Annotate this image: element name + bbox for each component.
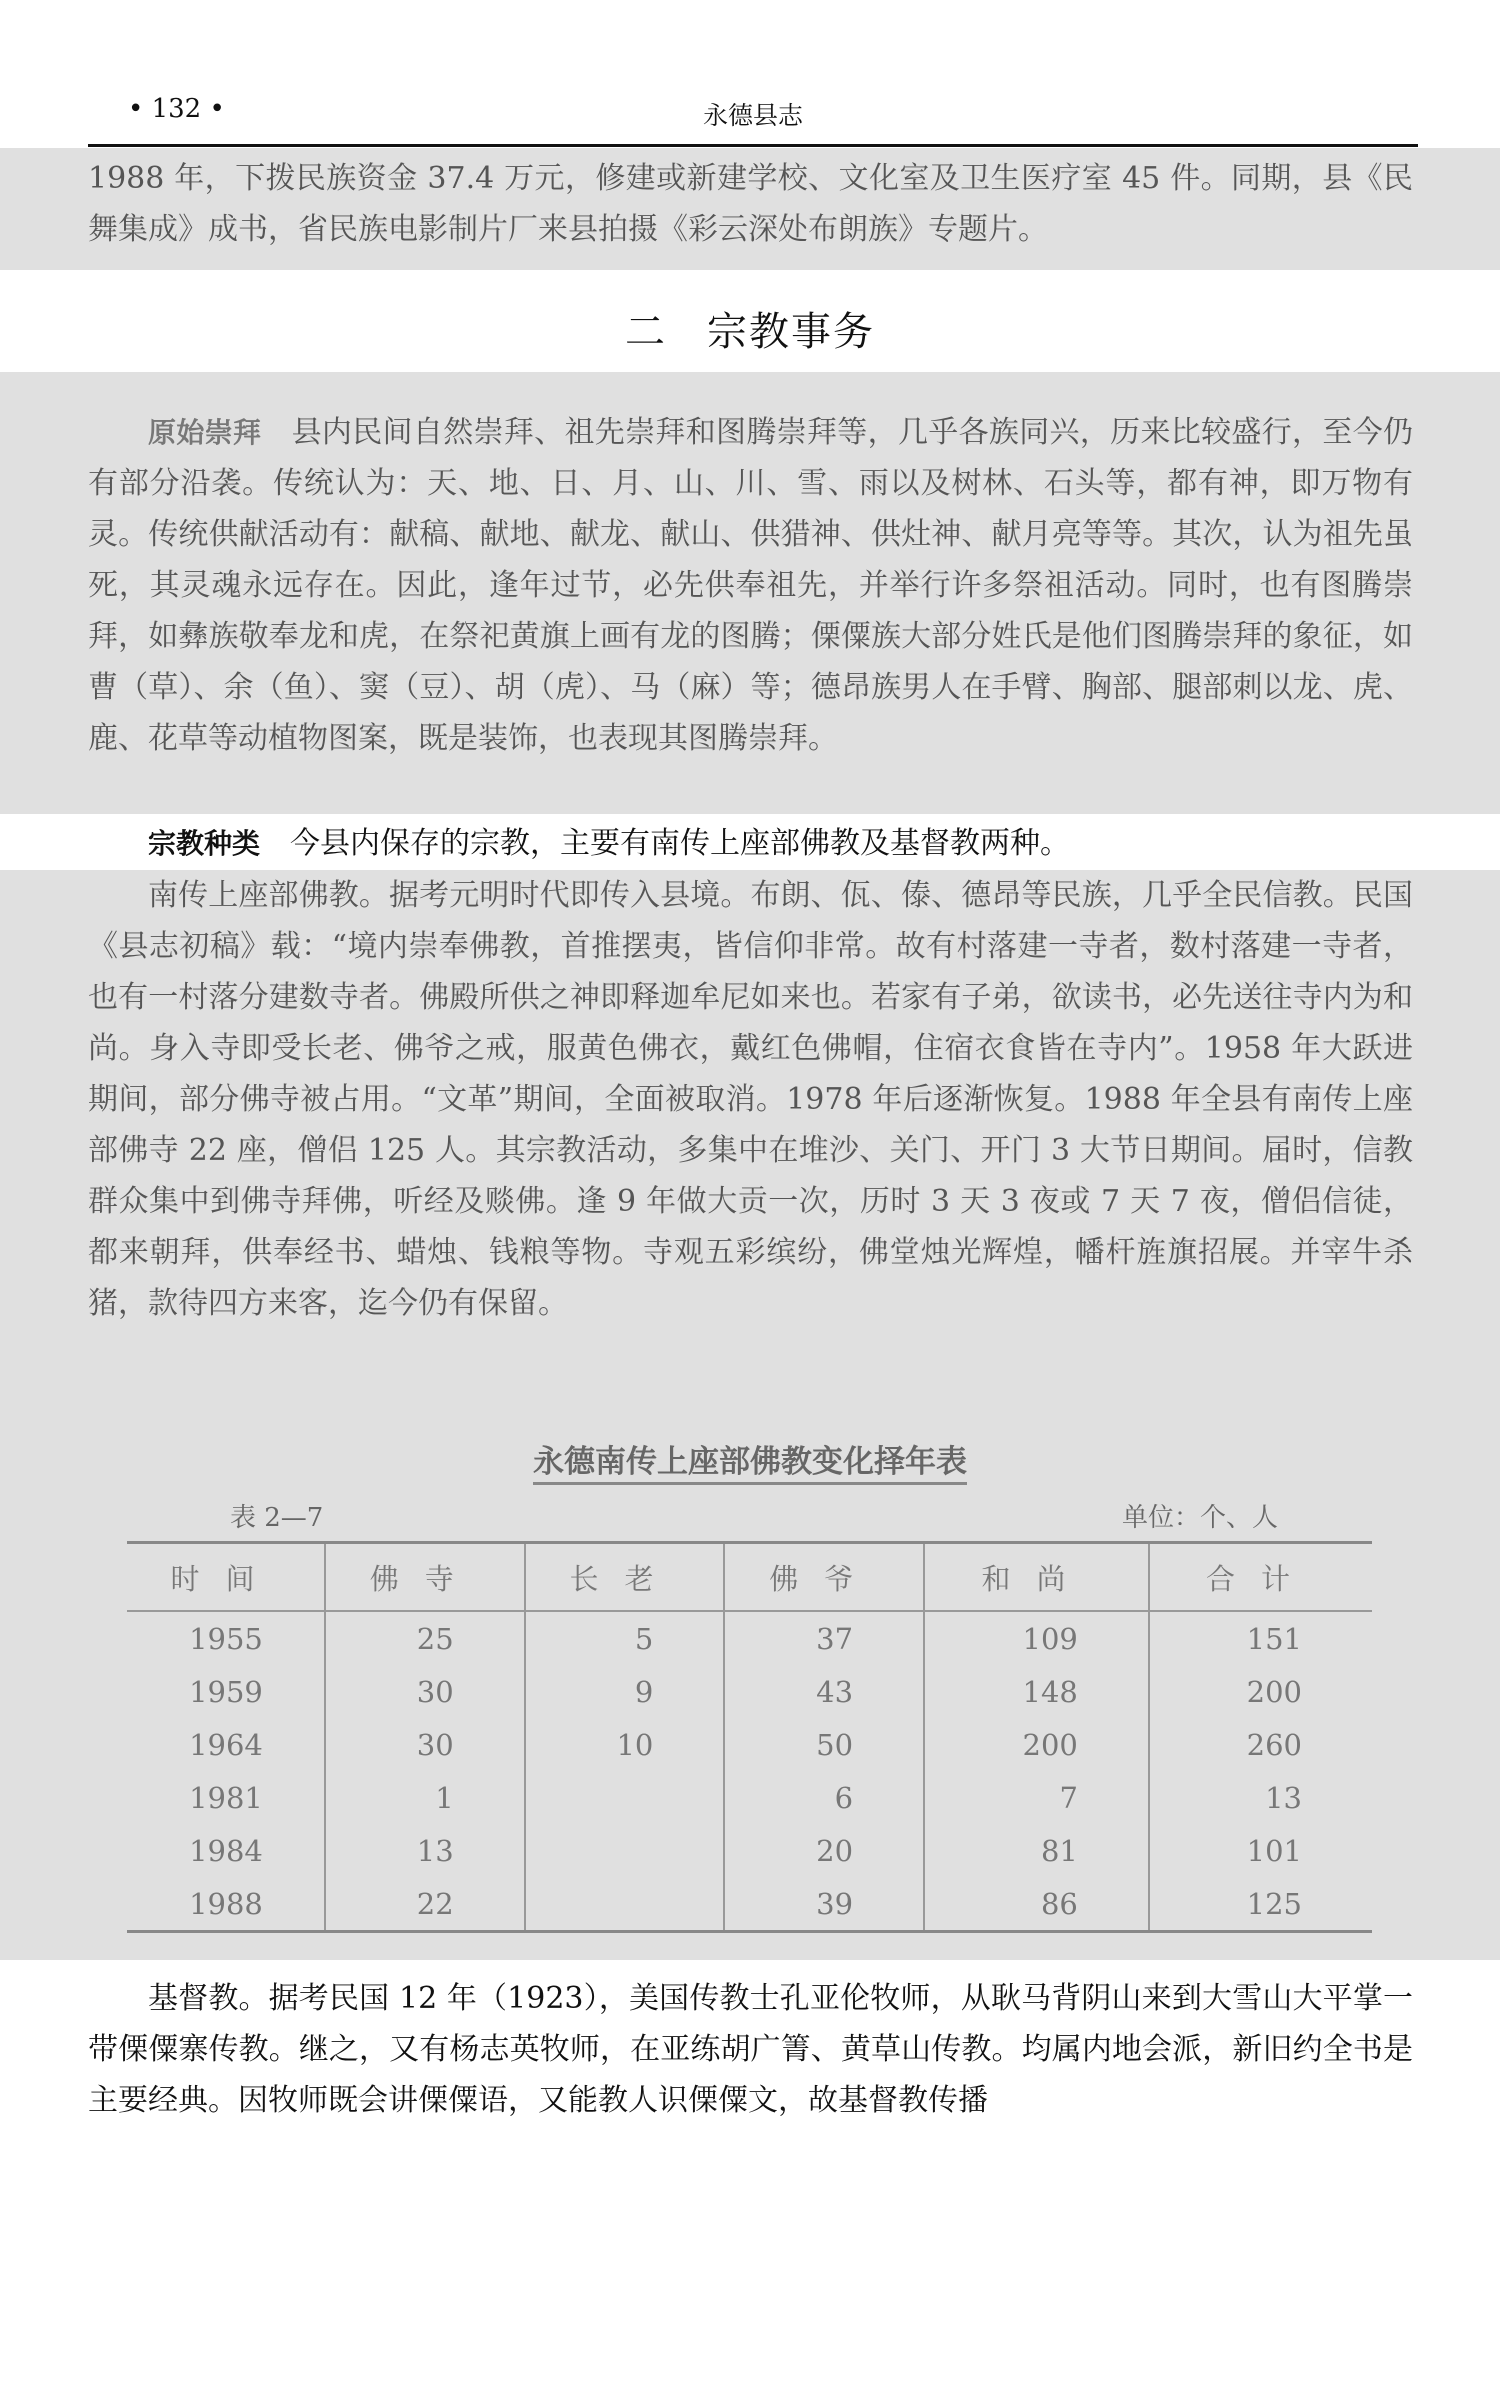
column-header: 时间 — [127, 1543, 325, 1612]
primitive-worship-heading: 原始崇拜 — [148, 416, 262, 449]
table-cell: 148 — [924, 1665, 1149, 1718]
table-cell: 30 — [325, 1718, 525, 1771]
buddhism-table — [127, 1541, 1372, 1933]
section-title — [0, 300, 1500, 357]
table-cell: 37 — [724, 1611, 924, 1665]
table-row — [127, 1877, 1372, 1932]
table-cell: 101 — [1149, 1824, 1372, 1877]
table-cell: 1959 — [189, 1674, 263, 1709]
table-cell: 260 — [1149, 1718, 1372, 1771]
table-cell: 200 — [924, 1718, 1149, 1771]
table-row — [127, 1771, 1372, 1824]
table-cell: 81 — [924, 1824, 1149, 1877]
table-row — [127, 1718, 1372, 1771]
table-cell: 7 — [924, 1771, 1149, 1824]
christianity-paragraph: 基督教。据考民国 12 年（1923），美国传教士孔亚伦牧师，从耿马背阴山来到大雪山大平掌一带傈僳寨传教。继之，又有杨志英牧师，在亚练胡广箐、黄草山传教。均属内地会派，新旧约全书是主要经典。因牧师既会讲傈僳语，又能教人识傈僳文，故基督教传播 — [88, 1981, 1413, 2118]
table-cell: 125 — [1149, 1877, 1372, 1932]
column-header: 佛爷 — [724, 1543, 924, 1612]
table-cell: 5 — [525, 1611, 725, 1665]
intro-paragraph: 1988 年，下拨民族资金 37.4 万元，修建或新建学校、文化室及卫生医疗室 45 件。同期，县《民舞集成》成书，省民族电影制片厂来县拍摄《彩云深处布朗族》专题片。 — [88, 161, 1413, 247]
table-row — [127, 1824, 1372, 1877]
table-cell: 9 — [525, 1665, 725, 1718]
table-cell: 200 — [1149, 1665, 1372, 1718]
table-cell: 20 — [724, 1824, 924, 1877]
section-name: 宗教事务 — [707, 309, 875, 355]
table-cell: 43 — [724, 1665, 924, 1718]
column-header: 和尚 — [924, 1543, 1149, 1612]
table-number: 表 2—7 — [230, 1503, 324, 1533]
table-title: 永德南传上座部佛教变化择年表 — [0, 1436, 1500, 1481]
table-cell: 1955 — [189, 1621, 263, 1656]
table-cell — [525, 1824, 725, 1877]
table-cell — [525, 1771, 725, 1824]
table-cell: 30 — [325, 1665, 525, 1718]
table-cell: 50 — [724, 1718, 924, 1771]
table-row — [127, 1611, 1372, 1665]
buddhism-paragraph: 南传上座部佛教。据考元明时代即传入县境。布朗、佤、傣、德昂等民族，几乎全民信教。民国《县志初稿》载：“境内崇奉佛教，首推摆夷，皆信仰非常。故有村落建一寺者，数村落建一寺者，也有一村落分建数寺者。佛殿所供之神即释迦牟尼如来也。若家有子弟，欲读书，必先送往寺内为和尚。身入寺即受长老、佛爷之戒，服黄色佛衣，戴红色佛帽，住宿衣食皆在寺内”。1958 年大跃进期间，部分佛寺被占用。“文革”期间，全面被取消。1978 年后逐渐恢复。1988 年全县有南传上座部佛寺 22 座，僧侣 125 人。其宗教活动，多集中在堆沙、关门、开门 3 大节日期间。届时，信教群众集中到佛寺拜佛，听经及赕佛。逢 9 年做大贡一次，历时 3 天 3 夜或 7 天 7 夜，僧侣信徒，都来朝拜，供奉经书、蜡烛、钱粮等物。寺观五彩缤纷，佛堂烛光辉煌，幡杆旌旗招展。并宰牛杀猪，款待四方来客，迄今仍有保留。 — [88, 878, 1413, 1321]
column-header: 合计 — [1149, 1543, 1372, 1612]
table-unit: 单位：个、人 — [1122, 1503, 1279, 1533]
table-cell: 13 — [1149, 1771, 1372, 1824]
table-cell: 13 — [325, 1824, 525, 1877]
table-cell: 1984 — [189, 1833, 263, 1868]
primitive-worship-paragraph — [88, 407, 1413, 764]
religion-types-heading: 宗教种类 — [148, 827, 261, 860]
primitive-worship-text: 县内民间自然崇拜、祖先崇拜和图腾崇拜等，几乎各族同兴，历来比较盛行，至今仍有部分沿袭。传统认为：天、地、日、月、山、川、雪、雨以及树林、石头等，都有神，即万物有灵。传统供献活动有：献稿、献地、献龙、献山、供猎神、供灶神、献月亮等等。其次，认为祖先虽死，其灵魂永远存在。因此，逢年过节，必先供奉祖先，并举行许多祭祖活动。同时，也有图腾崇拜，如彝族敬奉龙和虎，在祭祀黄旗上画有龙的图腾；傈僳族大部分姓氏是他们图腾崇拜的象征，如曹（草）、余（鱼）、窦（豆）、胡（虎）、马（麻）等；德昂族男人在手臂、胸部、腿部刺以龙、虎、鹿、花草等动植物图案，既是装饰，也表现其图腾崇拜。 — [88, 415, 1414, 756]
book-title: 永德县志 — [702, 101, 803, 130]
page-header — [88, 84, 1418, 147]
religion-types-paragraph — [88, 818, 1413, 869]
table-cell: 10 — [525, 1718, 725, 1771]
table-cell: 1988 — [189, 1886, 263, 1921]
table-cell: 22 — [325, 1877, 525, 1932]
religion-types-text: 今县内保存的宗教，主要有南传上座部佛教及基督教两种。 — [290, 826, 1071, 861]
table-cell: 6 — [724, 1771, 924, 1824]
table-cell — [525, 1877, 725, 1932]
table-cell: 1964 — [189, 1727, 263, 1762]
table-cell: 1 — [325, 1771, 525, 1824]
table-cell: 25 — [325, 1611, 525, 1665]
table-cell: 39 — [724, 1877, 924, 1932]
table-cell: 151 — [1149, 1611, 1372, 1665]
page-number: • 132 • — [128, 94, 225, 124]
column-header: 佛寺 — [325, 1543, 525, 1612]
column-header: 长老 — [525, 1543, 725, 1612]
table-cell: 86 — [924, 1877, 1149, 1932]
table-header-row — [127, 1543, 1372, 1612]
section-number: 二 — [625, 309, 667, 355]
table-cell: 109 — [924, 1611, 1149, 1665]
table-cell: 1981 — [189, 1780, 263, 1815]
table-row — [127, 1665, 1372, 1718]
